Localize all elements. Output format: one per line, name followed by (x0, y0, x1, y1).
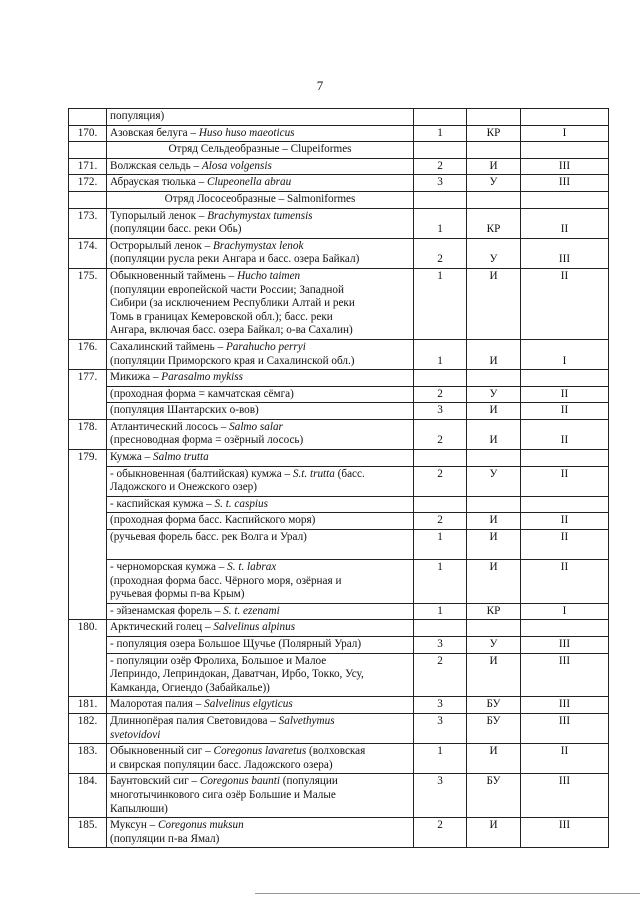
table-row (69, 339, 609, 369)
order-row (69, 191, 609, 208)
priority-cell: II (521, 208, 609, 238)
species-name (107, 238, 414, 268)
priority-cell: II (521, 744, 609, 774)
cell-line (110, 311, 410, 325)
cell-line (110, 371, 410, 385)
cell-line (110, 682, 410, 696)
species-table-body (69, 109, 609, 848)
species-name (107, 697, 414, 714)
russian-text: (проходная форма басс. Каспийского моря) (110, 514, 316, 527)
table-row (69, 653, 609, 697)
row-number: 175. (69, 268, 107, 339)
latin-name: Brachymystax lenok (213, 239, 304, 252)
row-number: 183. (69, 744, 107, 774)
russian-text: (ручьевая форель басс. рек Волга и Урал) (110, 531, 307, 544)
russian-text: Атлантический лосось – (110, 420, 230, 433)
status-cell (467, 496, 521, 513)
category-cell: 3 (414, 175, 467, 192)
status-cell (467, 620, 521, 637)
latin-name: S. t. ezenami (223, 604, 280, 617)
cell-line (110, 833, 410, 847)
cell-line (110, 270, 410, 284)
row-number: 172. (69, 175, 107, 192)
russian-text: (басс. (334, 467, 365, 480)
cell-line (110, 404, 410, 418)
cell-line (110, 729, 410, 743)
category-cell: 2 (414, 419, 467, 449)
priority-cell: II (521, 386, 609, 403)
latin-name: Coregonus lavaretus (213, 745, 307, 758)
status-cell: И (467, 419, 521, 449)
russian-text: Кумжа – (110, 451, 154, 464)
russian-text: - популяция озера Большое Щучье (Полярный Урал) (110, 638, 362, 650)
table-row (69, 175, 609, 192)
cell-line (110, 655, 410, 669)
value-cell (467, 191, 521, 208)
russian-text: - популяции озёр Фролиха, Большое и Малое (110, 654, 327, 667)
species-name (107, 620, 414, 637)
cell-line (110, 253, 410, 267)
status-cell: И (467, 513, 521, 530)
species-name (107, 603, 414, 620)
status-cell: И (467, 339, 521, 369)
table-row (69, 370, 609, 387)
russian-text: (популяции (279, 775, 338, 788)
species-name (107, 774, 414, 818)
species-name (107, 158, 414, 175)
category-cell: 2 (414, 818, 467, 848)
latin-name: Parahucho perryi (225, 340, 306, 353)
cell-line (110, 297, 410, 311)
row-number: 184. (69, 774, 107, 818)
species-name (107, 713, 414, 743)
table-row (69, 603, 609, 620)
latin-name: Hucho taimen (237, 269, 301, 282)
status-cell: И (467, 403, 521, 420)
priority-cell (521, 450, 609, 467)
table-row (69, 530, 609, 560)
table-row (69, 560, 609, 604)
priority-cell: I (521, 125, 609, 142)
latin-name: Salmo salar (229, 420, 283, 433)
status-cell: И (467, 158, 521, 175)
species-name (107, 268, 414, 339)
bottom-rule (255, 893, 640, 894)
russian-text: Острорылый ленок – (110, 239, 214, 252)
latin-name: Brachymystax tumensis (207, 209, 313, 222)
table-row (69, 744, 609, 774)
russian-text: Азовская белуга – (110, 126, 199, 139)
species-name (107, 386, 414, 403)
russian-text: многотычинкового сига озёр Большие и Малые (110, 788, 336, 801)
table-row (69, 818, 609, 848)
russian-text: Волжская сельдь – (110, 159, 202, 172)
cell-line (110, 160, 410, 174)
russian-text: Томь в границах Кемеровской обл.); басс. реки (110, 310, 333, 323)
latin-name: Salmo trutta (153, 451, 209, 464)
russian-text: Малоротая палия – (110, 698, 205, 711)
russian-text: Муксун – (110, 819, 159, 832)
row-number: 182. (69, 713, 107, 743)
priority-cell: I (521, 339, 609, 369)
table-row (69, 513, 609, 530)
row-number: 179. (69, 450, 107, 620)
table-row (69, 419, 609, 449)
cell-line (110, 775, 410, 789)
species-name (107, 403, 414, 420)
cell-line (110, 341, 410, 355)
species-name (107, 450, 414, 467)
species-name (107, 466, 414, 496)
species-name (107, 208, 414, 238)
cell-line (110, 468, 410, 482)
row-number: 180. (69, 620, 107, 697)
cell-line (110, 210, 410, 224)
species-name (107, 109, 414, 126)
priority-cell (521, 496, 609, 513)
status-cell: И (467, 744, 521, 774)
category-cell: 2 (414, 158, 467, 175)
status-cell (467, 109, 521, 126)
cell-line (110, 324, 410, 338)
species-name (107, 339, 414, 369)
cell-line (110, 745, 410, 759)
cell-line (110, 575, 410, 589)
cell-line (110, 498, 410, 512)
category-cell: 2 (414, 238, 467, 268)
russian-text: Сибири (за исключением Республики Алтай и реки (110, 297, 355, 310)
cell-line (110, 819, 410, 833)
table-row (69, 268, 609, 339)
table-row (69, 774, 609, 818)
priority-cell: III (521, 713, 609, 743)
latin-name: Coregonus baunti (199, 775, 280, 788)
category-cell: 1 (414, 744, 467, 774)
priority-cell: III (521, 175, 609, 192)
row-number (69, 109, 107, 126)
category-cell: 3 (414, 774, 467, 818)
table-row (69, 450, 609, 467)
category-cell: 3 (414, 713, 467, 743)
cell-line (110, 803, 410, 817)
cell-line (110, 789, 410, 803)
table-row (69, 158, 609, 175)
value-cell (521, 142, 609, 159)
status-cell: У (467, 386, 521, 403)
russian-text: Капылюши) (110, 802, 168, 815)
table-row (69, 713, 609, 743)
russian-text: Ангара, включая басс. озера Байкал; о-ва Сахалин) (110, 324, 353, 337)
category-cell: 1 (414, 560, 467, 604)
russian-text: (популяции Приморского края и Сахалинской обл.) (110, 354, 355, 367)
priority-cell: II (521, 403, 609, 420)
species-name (107, 818, 414, 848)
russian-text: (популяция Шантарских о-вов) (110, 404, 259, 417)
priority-cell: III (521, 158, 609, 175)
russian-text: (популяции п-ва Ямал) (110, 832, 220, 845)
cell-line (110, 605, 410, 619)
latin-name: S. t. labrax (227, 561, 277, 574)
species-name (107, 175, 414, 192)
status-cell: КР (467, 603, 521, 620)
priority-cell: II (521, 268, 609, 339)
cell-line (110, 561, 410, 575)
category-cell (414, 370, 467, 387)
row-number: 178. (69, 419, 107, 449)
russian-text: Сахалинский таймень – (110, 340, 226, 353)
species-name (107, 744, 414, 774)
russian-text: (проходная форма = камчатская сёмга) (110, 387, 294, 400)
species-name (107, 370, 414, 387)
table-row (69, 238, 609, 268)
russian-text: - эйзенамская форель – (110, 604, 224, 617)
russian-text: - обыкновенная (балтийская) кумжа – (110, 467, 293, 480)
status-cell (467, 450, 521, 467)
russian-text: (популяции русла реки Ангара и басс. озера Байкал) (110, 253, 360, 266)
russian-text: популяция) (110, 110, 165, 122)
table-row (69, 109, 609, 126)
cell-line (110, 434, 410, 448)
table-row (69, 496, 609, 513)
russian-text: Абрауская тюлька – (110, 176, 207, 189)
order-heading: Отряд Сельдеобразные – Clupeiformes (107, 142, 414, 159)
russian-text: Длиннопёрая палия Световидова – (110, 714, 279, 727)
latin-name: S.t. trutta (292, 467, 335, 480)
category-cell: 1 (414, 603, 467, 620)
category-cell: 1 (414, 339, 467, 369)
priority-cell: II (521, 530, 609, 560)
status-cell: БУ (467, 774, 521, 818)
priority-cell: III (521, 653, 609, 697)
russian-text: (пресноводная форма = озёрный лосось) (110, 434, 304, 447)
species-name (107, 125, 414, 142)
species-name (107, 560, 414, 604)
cell-line (110, 668, 410, 682)
cell-line (110, 421, 410, 435)
latin-name: Parasalmo mykiss (161, 371, 243, 384)
order-row (69, 142, 609, 159)
table-row (69, 208, 609, 238)
status-cell: У (467, 466, 521, 496)
row-number: 174. (69, 238, 107, 268)
latin-name: Huso huso maeoticus (198, 126, 295, 139)
table-row (69, 386, 609, 403)
row-number: 176. (69, 339, 107, 369)
order-heading: Отряд Лососеобразные – Salmoniformes (107, 191, 414, 208)
category-cell: 2 (414, 513, 467, 530)
row-number-cell (69, 191, 107, 208)
status-cell: И (467, 530, 521, 560)
value-cell (414, 191, 467, 208)
russian-text: Камканда, Огиендо (Забайкалье)) (110, 681, 270, 694)
cell-line (110, 638, 410, 652)
status-cell: У (467, 637, 521, 654)
latin-name: S. t. caspius (214, 497, 268, 510)
latin-name: Salvelinus elgyticus (204, 698, 293, 711)
status-cell: У (467, 238, 521, 268)
cell-line (110, 240, 410, 254)
table-row (69, 620, 609, 637)
cell-line (110, 223, 410, 237)
priority-cell: III (521, 238, 609, 268)
russian-text: (проходная форма басс. Чёрного моря, озёрная и (110, 574, 342, 587)
species-name (107, 530, 414, 560)
priority-cell (521, 109, 609, 126)
table-row (69, 403, 609, 420)
status-cell: КР (467, 208, 521, 238)
species-name (107, 496, 414, 513)
category-cell: 3 (414, 697, 467, 714)
table-row (69, 125, 609, 142)
value-cell (467, 142, 521, 159)
latin-name: Coregonus muksun (158, 819, 244, 832)
russian-text: и свирская популяции басс. Ладожского озера) (110, 758, 333, 771)
category-cell: 1 (414, 125, 467, 142)
cell-line (110, 698, 410, 712)
priority-cell: II (521, 560, 609, 604)
priority-cell: II (521, 419, 609, 449)
status-cell: БУ (467, 713, 521, 743)
category-cell: 1 (414, 530, 467, 560)
russian-text: Тупорылый ленок – (110, 209, 208, 222)
cell-line (110, 176, 410, 190)
row-number-cell (69, 142, 107, 159)
russian-text: Леприндо, Леприндокан, Даватчан, Ирбо, Токко, Усу, (110, 668, 364, 681)
status-cell: И (467, 818, 521, 848)
status-cell: И (467, 560, 521, 604)
status-cell: БУ (467, 697, 521, 714)
cell-line (110, 531, 410, 545)
status-cell: КР (467, 125, 521, 142)
russian-text: (популяции басс. реки Обь) (110, 223, 242, 236)
table-row (69, 697, 609, 714)
russian-text: Арктический голец – (110, 621, 214, 634)
species-name (107, 653, 414, 697)
russian-text: Ладожского и Онежского озер) (110, 481, 257, 494)
value-cell (521, 191, 609, 208)
category-cell (414, 620, 467, 637)
russian-text: Обыкновенный таймень – (110, 269, 238, 282)
page-number: 7 (316, 78, 324, 93)
cell-line (110, 388, 410, 402)
priority-cell (521, 370, 609, 387)
category-cell: 1 (414, 208, 467, 238)
cell-line (110, 110, 410, 124)
table-row (69, 637, 609, 654)
russian-text: Баунтовский сиг – (110, 775, 200, 788)
latin-name: Alosa volgensis (201, 159, 272, 172)
cell-line (110, 588, 410, 602)
cell-line (110, 284, 410, 298)
species-name (107, 637, 414, 654)
category-cell: 2 (414, 466, 467, 496)
category-cell: 2 (414, 386, 467, 403)
cell-line (110, 621, 410, 635)
russian-text: ручьевая формы п-ва Крым) (110, 588, 245, 601)
priority-cell: I (521, 603, 609, 620)
russian-text: - каспийская кумжа – (110, 497, 215, 510)
species-name (107, 419, 414, 449)
cell-line (110, 127, 410, 141)
cell-line (110, 514, 410, 528)
species-table (68, 108, 609, 848)
priority-cell: III (521, 637, 609, 654)
row-number: 185. (69, 818, 107, 848)
category-cell: 3 (414, 403, 467, 420)
russian-text: (популяции европейской части России; Западной (110, 283, 344, 296)
russian-text: - черноморская кумжа – (110, 561, 228, 574)
category-cell (414, 496, 467, 513)
status-cell: У (467, 175, 521, 192)
priority-cell: III (521, 697, 609, 714)
latin-name: Salvethymus (278, 714, 335, 727)
row-number: 173. (69, 208, 107, 238)
priority-cell (521, 620, 609, 637)
row-number: 171. (69, 158, 107, 175)
latin-name: svetovidovi (110, 728, 161, 741)
latin-name: Salvelinus alpinus (213, 621, 296, 634)
category-cell: 3 (414, 637, 467, 654)
table-row (69, 466, 609, 496)
priority-cell: II (521, 513, 609, 530)
row-number: 170. (69, 125, 107, 142)
category-cell: 2 (414, 653, 467, 697)
species-name (107, 513, 414, 530)
cell-line (110, 451, 410, 465)
cell-line (110, 715, 410, 729)
latin-name: Clupeonella abrau (207, 176, 292, 189)
category-cell (414, 109, 467, 126)
russian-text: Обыкновенный сиг – (110, 745, 214, 758)
row-number: 181. (69, 697, 107, 714)
priority-cell: III (521, 774, 609, 818)
priority-cell: III (521, 818, 609, 848)
russian-text: Микижа – (110, 371, 162, 384)
cell-line (110, 355, 410, 369)
status-cell: И (467, 268, 521, 339)
value-cell (414, 142, 467, 159)
cell-line (110, 759, 410, 773)
category-cell: 1 (414, 268, 467, 339)
row-number: 177. (69, 370, 107, 420)
cell-line (110, 481, 410, 495)
category-cell (414, 450, 467, 467)
status-cell (467, 370, 521, 387)
priority-cell: II (521, 466, 609, 496)
russian-text: (волховская (306, 745, 366, 758)
status-cell: И (467, 653, 521, 697)
